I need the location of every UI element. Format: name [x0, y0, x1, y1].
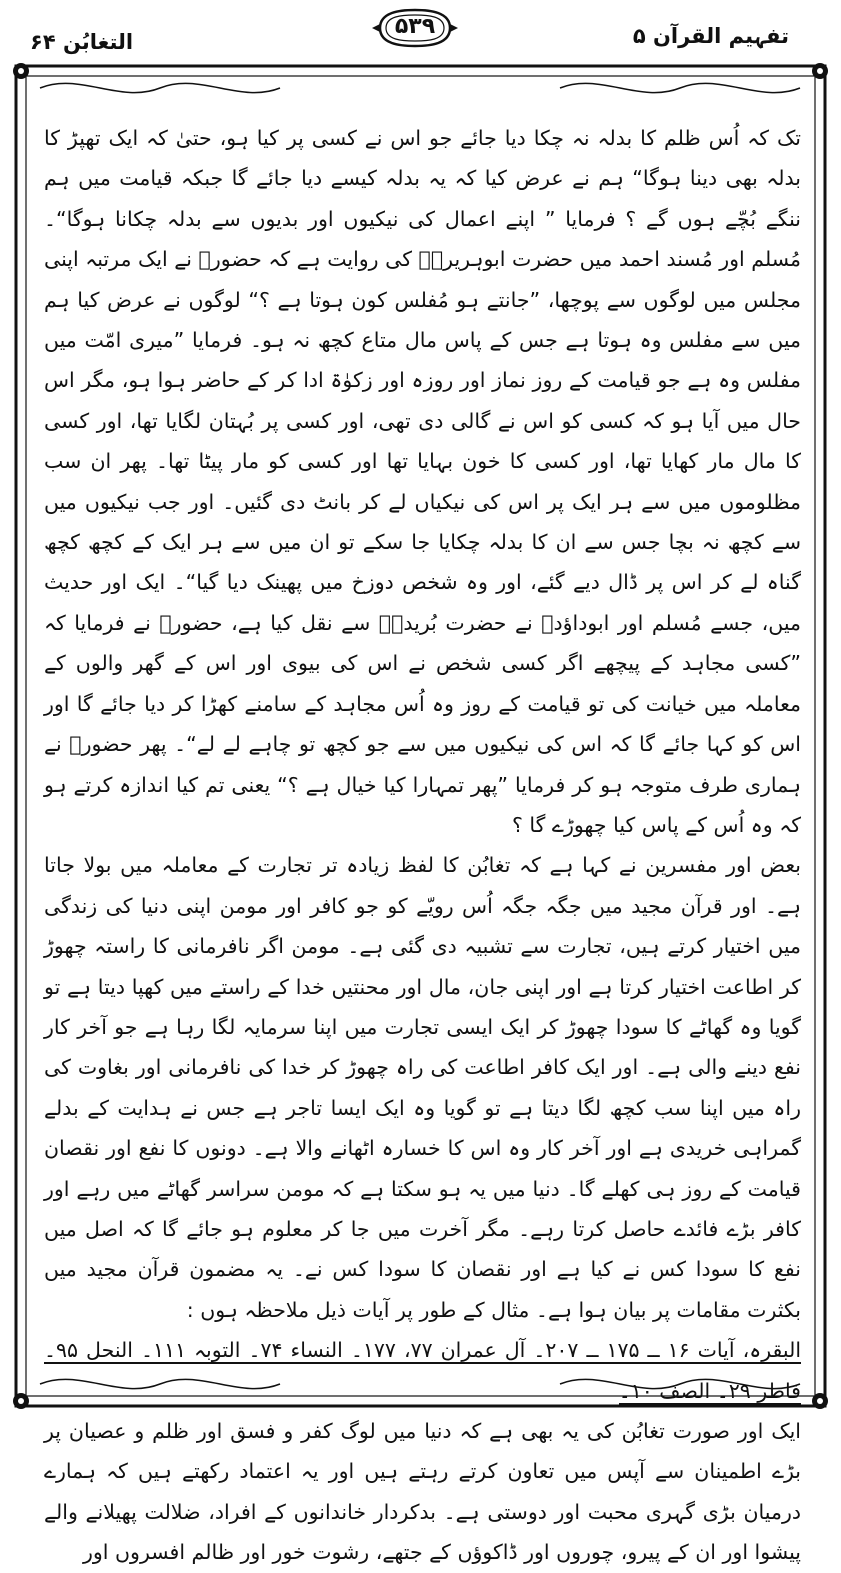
page-number: ۵۳۹ — [394, 14, 436, 39]
page-body — [44, 118, 801, 1573]
book-title: تفہیم القرآن ۵ — [632, 24, 789, 48]
paragraph: بعض اور مفسرین نے کہا ہے کہ تغابُن کا لفظ زیادہ تر تجارت کے معاملہ میں بولا جاتا ہے۔ اور قرآن مجید میں جگہ جگہ اُس رویّے کو جو کافر اور مومن اپنی دنیا کی زندگی میں اختیار کرتے ہیں، تجارت سے تشبیہ دی گئی ہے۔ مومن اگر نافرمانی کا راستہ چھوڑ کر اطاعت اختیار کرتا ہے اور اپنی جان، مال اور محنتیں خدا کے راستے میں کھپا دیتا ہے تو گویا وہ گھاٹے کا سودا چھوڑ کر ایک ایسی تجارت میں اپنا سرمایہ لگا رہا ہے جو آخر کار نفع دینے والی ہے۔ اور ایک کافر اطاعت کی راہ چھوڑ کر خدا کی نافرمانی اور بغاوت کی راہ میں اپنا سب کچھ لگا دیتا ہے تو گویا وہ ایک ایسا تاجر ہے جس نے ہدایت کے بدلے گمراہی خریدی ہے اور آخر کار وہ اس کا خسارہ اٹھانے والا ہے۔ دونوں کا نفع اور نقصان قیامت کے روز ہی کھلے گا۔ دنیا میں یہ ہو سکتا ہے کہ مومن سراسر گھاٹے میں رہے اور کافر بڑے فائدے حاصل کرتا رہے۔ مگر آخرت میں جا کر معلوم ہو جائے گا کہ اصل میں نفع کا سودا کس نے کیا ہے اور نقصان کا سودا کس نے۔ یہ مضمون قرآن مجید میں بکثرت مقامات پر بیان ہوا ہے۔ مثال کے طور پر آیات ذیل ملاحظہ ہوں : — [44, 853, 801, 1322]
verse-references — [44, 1330, 801, 1411]
surah-label: التغابُن ۶۴ — [30, 30, 134, 54]
page-header — [0, 0, 841, 62]
paragraph: تک کہ اُس ظلم کا بدلہ نہ چکا دیا جائے جو اس نے کسی پر کیا ہو، حتیٰ کہ ایک تھپڑ کا بدلہ بھی دینا ہوگا“ ہم نے عرض کیا کہ یہ بدلہ کیسے دیا جائے گا جبکہ قیامت میں ہم ننگے بُچّے ہوں گے ؟ فرمایا ” اپنے اعمال کی نیکیوں اور بدیوں سے بدلہ چکانا ہوگا“۔ مُسلم اور مُسند احمد میں حضرت ابوہریرہؓ کی روایت ہے کہ حضورؐ نے ایک مرتبہ اپنی مجلس میں لوگوں سے پوچھا، ”جانتے ہو مُفلس کون ہوتا ہے ؟“ لوگوں نے عرض کیا ہم میں سے مفلس وہ ہوتا ہے جس کے پاس مال متاع کچھ نہ ہو۔ فرمایا ”میری امّت میں مفلس وہ ہے جو قیامت کے روز نماز اور روزہ اور زکوٰۃ ادا کر کے حاضر ہوا ہو، مگر اس حال میں آیا ہو کہ کسی کو اس نے گالی دی تھی، اور کسی پر بُہتان لگایا تھا، اور کسی کا مال مار کھایا تھا، اور کسی کا خون بہایا تھا اور کسی کو مار پیٹا تھا۔ پھر ان سب مظلوموں میں سے ہر ایک پر اس کی نیکیاں لے کر بانٹ دی گئیں۔ اور جب نیکیوں میں سے کچھ نہ بچا جس سے ان کا بدلہ چکایا جا سکے تو ان میں سے ہر ایک کے کچھ کچھ گناہ لے کر اس پر ڈال دیے گئے، اور وہ شخص دوزخ میں پھینک دیا گیا“۔ ایک اور حدیث میں، جسے مُسلم اور ابوداؤدؒ نے حضرت بُریدہؓ سے نقل کیا ہے، حضورؐ نے فرمایا کہ ”کسی مجاہد کے پیچھے اگر کسی شخص نے اس کی بیوی اور اس کے گھر والوں کے معاملہ میں خیانت کی تو قیامت کے روز وہ اُس مجاہد کے سامنے کھڑا کر دیا جائے گا اور اس کو کہا جائے گا کہ اس کی نیکیوں میں سے جو کچھ تو چاہے لے لے“۔ پھر حضورؐ نے ہماری طرف متوجہ ہو کر فرمایا ”پھر تمہارا کیا خیال ہے ؟“ یعنی تم کیا اندازہ کرتے ہو کہ وہ اُس کے پاس کیا چھوڑے گا ؟ — [44, 126, 801, 837]
paragraph: ایک اور صورت تغابُن کی یہ بھی ہے کہ دنیا میں لوگ کفر و فسق اور ظلم و عصیان پر بڑے اطمینان سے آپس میں تعاون کرتے رہتے ہیں اور یہ اعتماد رکھتے ہیں کہ ہمارے درمیان بڑی گہری محبت اور دوستی ہے۔ بدکردار خاندانوں کے افراد، ضلالت پھیلانے والے پیشوا اور ان کے پیرو، چوروں اور ڈاکوؤں کے جتھے، رشوت خور اور ظالم افسروں اور — [44, 1419, 801, 1565]
references-text: البقرہ، آیات ۱۶ ــ ۱۷۵ ــ ۲۰۷۔ آل عمران ۷۷، ۱۷۷۔ النساء ۷۴۔ التوبہ ۱۱۱۔ النحل ۹۵۔ فاطر ۲۹۔ الصف ۱۰۔ — [44, 1338, 802, 1403]
